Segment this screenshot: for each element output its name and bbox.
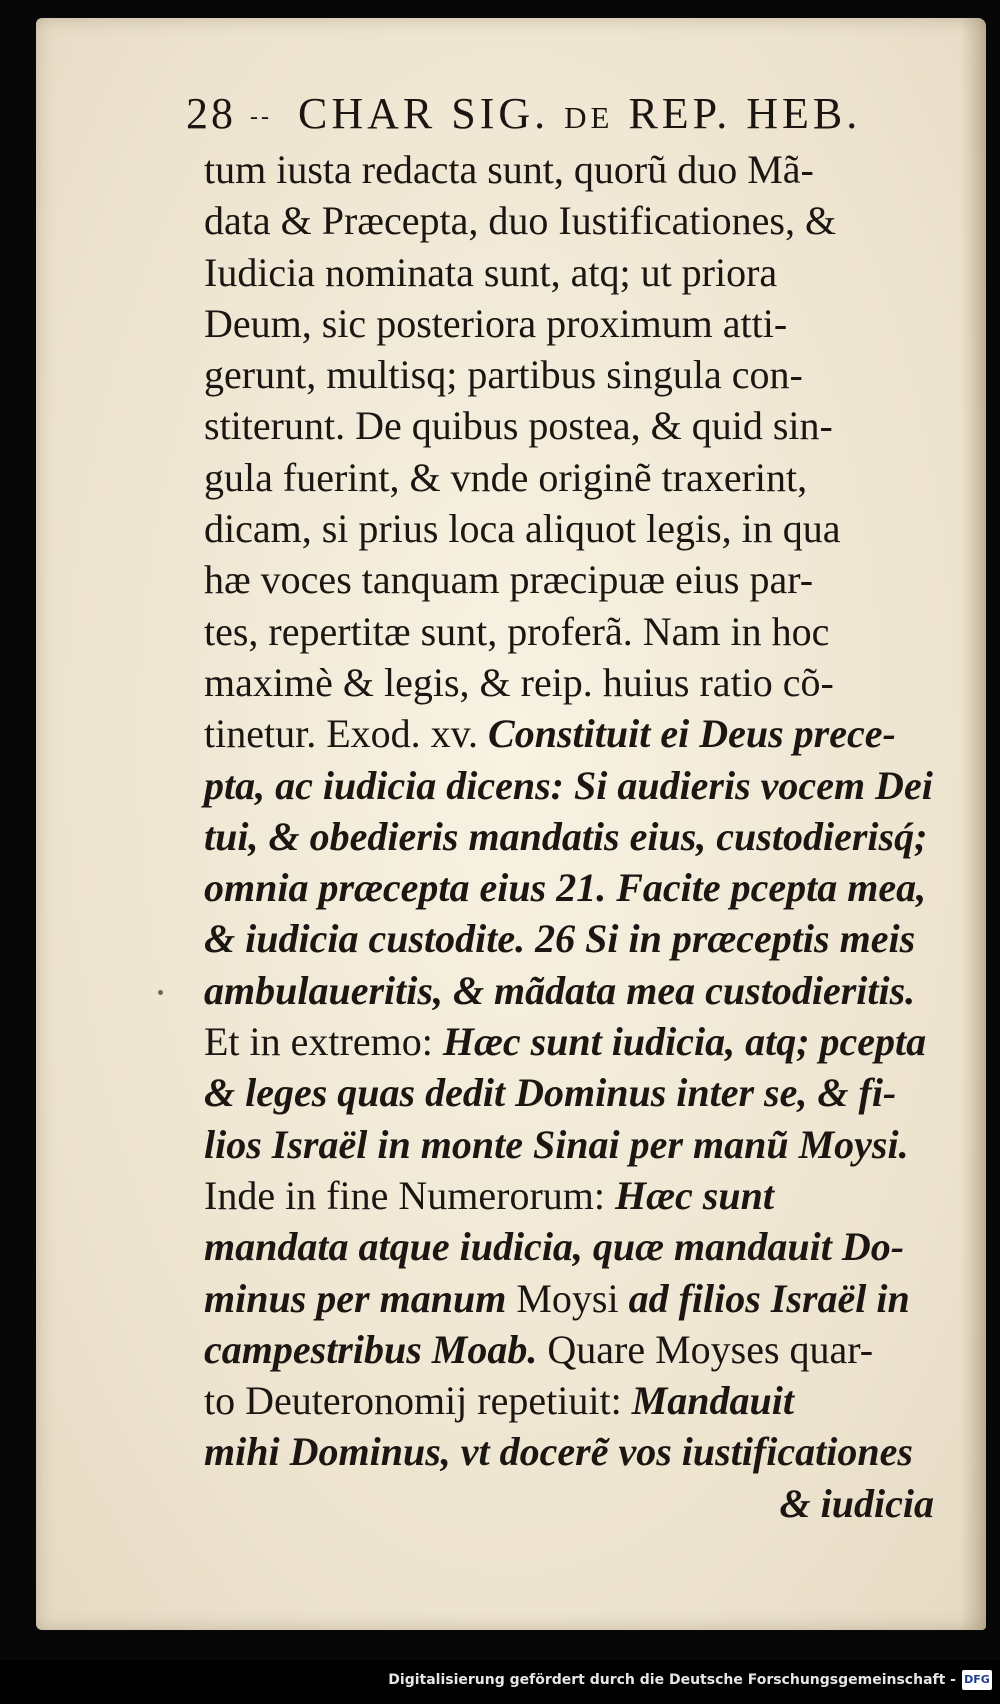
- quotation-line: pta, ac iudicia dicens: Si audieris vocem Dei: [204, 762, 933, 808]
- text-roman: Et in extremo:: [204, 1019, 443, 1065]
- text-line: gula fuerint, & vnde originẽ traxerint,: [204, 454, 808, 500]
- footer-credit: Digitalisierung gefördert durch die Deutsche Forschungsgemeinschaft -: [388, 1672, 956, 1688]
- quotation-italic: campestribus Moab.: [204, 1326, 548, 1372]
- quotation-line: omnia præcepta eius 21. Facite pcepta mea,: [204, 865, 927, 911]
- text-roman: Moysi: [516, 1275, 629, 1321]
- text-line: tum iusta redacta sunt, quorũ duo Mã-: [204, 147, 814, 192]
- text-roman: Inde in fine Numerorum:: [204, 1172, 615, 1218]
- text-roman: Quare Moyses quar-: [547, 1326, 874, 1372]
- text-line: [204, 1016, 934, 1067]
- text-line: Iudicia nominata sunt, atq; ut priora: [204, 249, 778, 295]
- running-head-dash: --: [250, 104, 272, 131]
- page-number: 28: [186, 89, 236, 138]
- quotation-line: & leges quas dedit Dominus inter se, & fi-: [204, 1070, 897, 1116]
- quotation-italic: Hæc sunt iudicia, atq; pcepta: [442, 1019, 927, 1065]
- text-line: [204, 1324, 934, 1375]
- quotation-line: lios Israël in monte Sinai per manũ Moysi.: [204, 1121, 909, 1167]
- quotation-italic: Hæc sunt: [615, 1172, 774, 1218]
- text-line: [204, 1375, 934, 1426]
- text-line: maximè & legis, & reip. huius ratio cõ-: [204, 659, 834, 705]
- text-roman: tinetur. Exod. xv.: [204, 711, 489, 757]
- body-text: [204, 144, 934, 1529]
- text-line: data & Præcepta, duo Iustificationes, &: [204, 198, 837, 244]
- catchword: & iudicia: [779, 1480, 934, 1526]
- quotation-italic: ad filios Israël in: [628, 1275, 910, 1321]
- quotation-line: mihi Dominus, vt docerẽ vos iustificationes: [204, 1429, 913, 1475]
- quotation-italic: minus per manum: [204, 1275, 517, 1321]
- quotation-line: ambulaueritis, & mãdata mea custodieritis.: [204, 967, 916, 1013]
- text-line: dicam, si prius loca aliquot legis, in qua: [204, 506, 841, 552]
- text-line: hæ voces tanquam præcipuæ eius par-: [204, 557, 814, 603]
- ink-speck: [158, 990, 163, 995]
- text-line: [204, 1273, 934, 1324]
- quotation-italic: Mandauit: [631, 1378, 794, 1424]
- text-line: tes, repertitæ sunt, proferã. Nam in hoc: [204, 608, 830, 654]
- text-line: Deum, sic posteriora proximum atti-: [204, 300, 788, 346]
- running-title: CHAR SIG. de REP. HEB.: [297, 89, 862, 138]
- text-line: stiterunt. De quibus postea, & quid sin-: [204, 403, 833, 449]
- quotation-line: tui, & obedieris mandatis eius, custodierisq́;: [204, 813, 928, 859]
- quotation-line: & iudicia custodite. 26 Si in præceptis meis: [204, 916, 916, 962]
- dfg-logo: DFG: [962, 1670, 992, 1690]
- text-line: [204, 1170, 934, 1221]
- quotation-italic: Constituit ei Deus prece-: [488, 711, 896, 757]
- digitization-footer: [0, 1660, 1000, 1704]
- quotation-line: mandata atque iudicia, quæ mandauit Do-: [204, 1224, 905, 1270]
- running-head: [186, 88, 862, 138]
- text-line: gerunt, multisq; partibus singula con-: [204, 352, 803, 398]
- page-edge-shadow: [960, 18, 986, 1630]
- text-roman: to Deuteronomij repetiuit:: [204, 1378, 632, 1424]
- text-line: [204, 708, 934, 759]
